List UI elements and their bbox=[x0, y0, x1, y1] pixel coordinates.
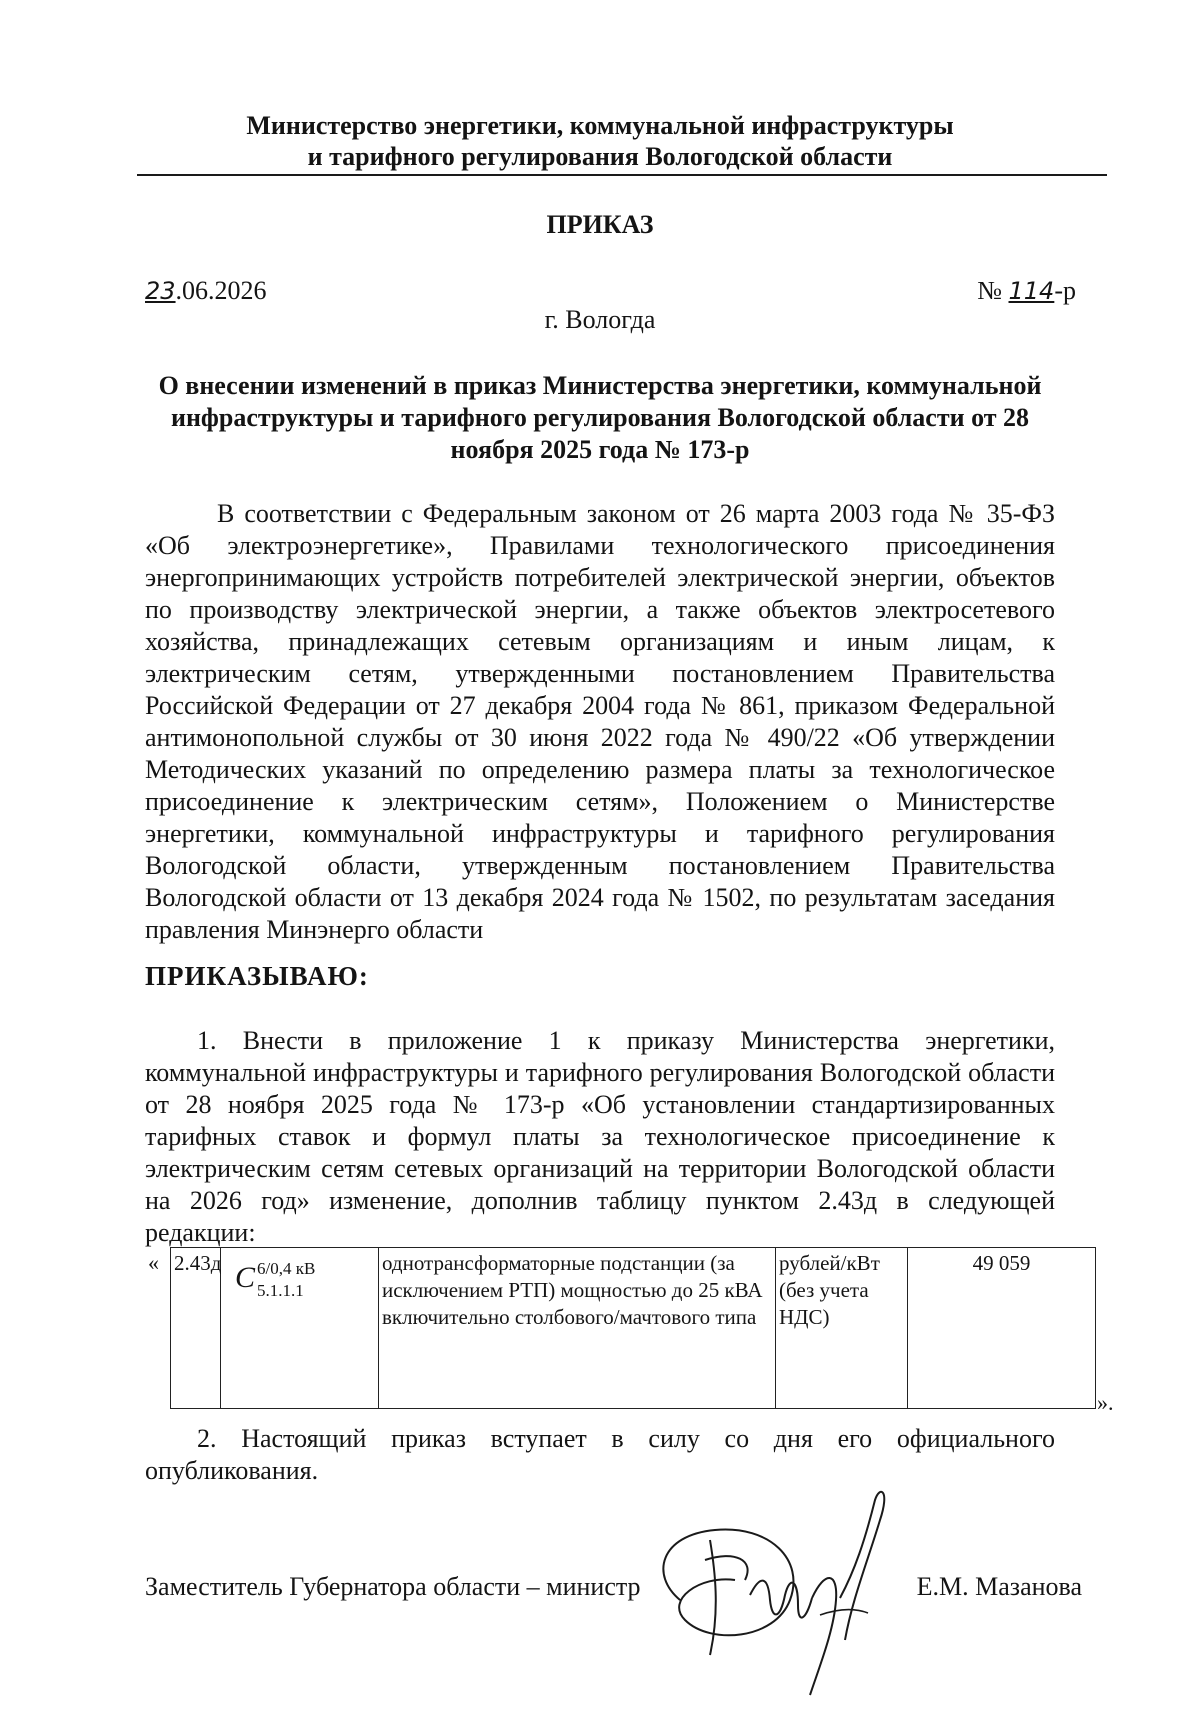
order-date bbox=[145, 276, 267, 306]
ministry-line-1: Министерство энергетики, коммунальной инфраструктуры bbox=[246, 111, 954, 140]
orders-word: ПРИКАЗЫВАЮ: bbox=[145, 961, 369, 991]
handwritten-signature bbox=[640, 1480, 940, 1710]
row-formula bbox=[221, 1248, 379, 1409]
row-unit: рублей/кВт (без учета НДС) bbox=[776, 1248, 908, 1409]
signatory-name: Е.М. Мазанова bbox=[916, 1572, 1082, 1601]
row-description: однотрансформаторные подстанции (за исключением РТП) мощностью до 25 кВА включительно столбового/мачтового типа bbox=[379, 1248, 776, 1409]
table-quote-close: ». bbox=[1097, 1390, 1114, 1415]
order-number bbox=[977, 276, 1076, 306]
signatory-position: Заместитель Губернатора области – министр bbox=[145, 1572, 641, 1601]
row-number: 2.43д bbox=[171, 1248, 221, 1409]
formula-symbol: C bbox=[235, 1260, 256, 1294]
date-handwritten: 23 bbox=[145, 277, 176, 305]
table-row bbox=[171, 1248, 1096, 1409]
table-quote-open: « bbox=[148, 1250, 159, 1275]
number-handwritten: 114 bbox=[1008, 277, 1055, 305]
number-prefix: № bbox=[977, 276, 1009, 305]
formula-indices bbox=[257, 1258, 315, 1302]
date-printed: .06.2026 bbox=[175, 276, 267, 305]
amendment-table bbox=[170, 1247, 1096, 1409]
formula-subscript: 5.1.1.1 bbox=[257, 1281, 304, 1300]
item-2-paragraph: 2. Настоящий приказ вступает в силу со дня его официального опубликования. bbox=[145, 1424, 1055, 1485]
item-1-paragraph: 1. Внести в приложение 1 к приказу Министерства энергетики, коммунальной инфраструктуры и тарифного регулирования Вологодской области от 28 ноября 2025 года № 173-р «Об установлении стандартизированных тарифных ставок и формул платы за технологическое присоединение к электрическим сетям сетевых организаций на территории Вологодской области на 2026 год» изменение, дополнив таблицу пунктом 2.43д в следующей редакции: bbox=[145, 1026, 1055, 1247]
preamble-paragraph: В соответствии с Федеральным законом от 26 марта 2003 года № 35-ФЗ «Об электроэнергетике», Правилами технологического присоединения энергопринимающих устройств потребителей электрической энергии, объектов по производству электрической энергии, а также объектов электросетевого хозяйства, принадлежащих сетевым организациям и иным лицам, к электрическим сетям, утвержденными постановлением Правительства Российской Федерации от 27 декабря 2004 года № 861, приказом Федеральной антимонопольной службы от 30 июня 2022 года № 490/22 «Об утверждении Методических указаний по определению размера платы за технологическое присоединение к электрическим сетям», Положением о Министерстве энергетики, коммунальной инфраструктуры и тарифного регулирования Вологодской области, утвержденным постановлением Правительства Вологодской области от 13 декабря 2024 года № 1502, по результатам заседания правления Минэнерго области bbox=[145, 499, 1055, 944]
header-divider bbox=[137, 174, 1107, 176]
row-value: 49 059 bbox=[908, 1248, 1096, 1409]
number-suffix: -р bbox=[1054, 276, 1076, 305]
city: г. Вологда bbox=[544, 305, 656, 334]
document-title: ПРИКАЗ bbox=[546, 210, 654, 239]
ministry-header bbox=[120, 110, 1080, 172]
order-subject: О внесении изменений в приказ Министерства энергетики, коммунальной инфраструктуры и тарифного регулирования Вологодской области от 28 ноября 2025 года № 173-р bbox=[158, 371, 1042, 464]
ministry-line-2: и тарифного регулирования Вологодской области bbox=[307, 142, 893, 171]
formula-superscript: 6/0,4 кВ bbox=[257, 1259, 316, 1278]
